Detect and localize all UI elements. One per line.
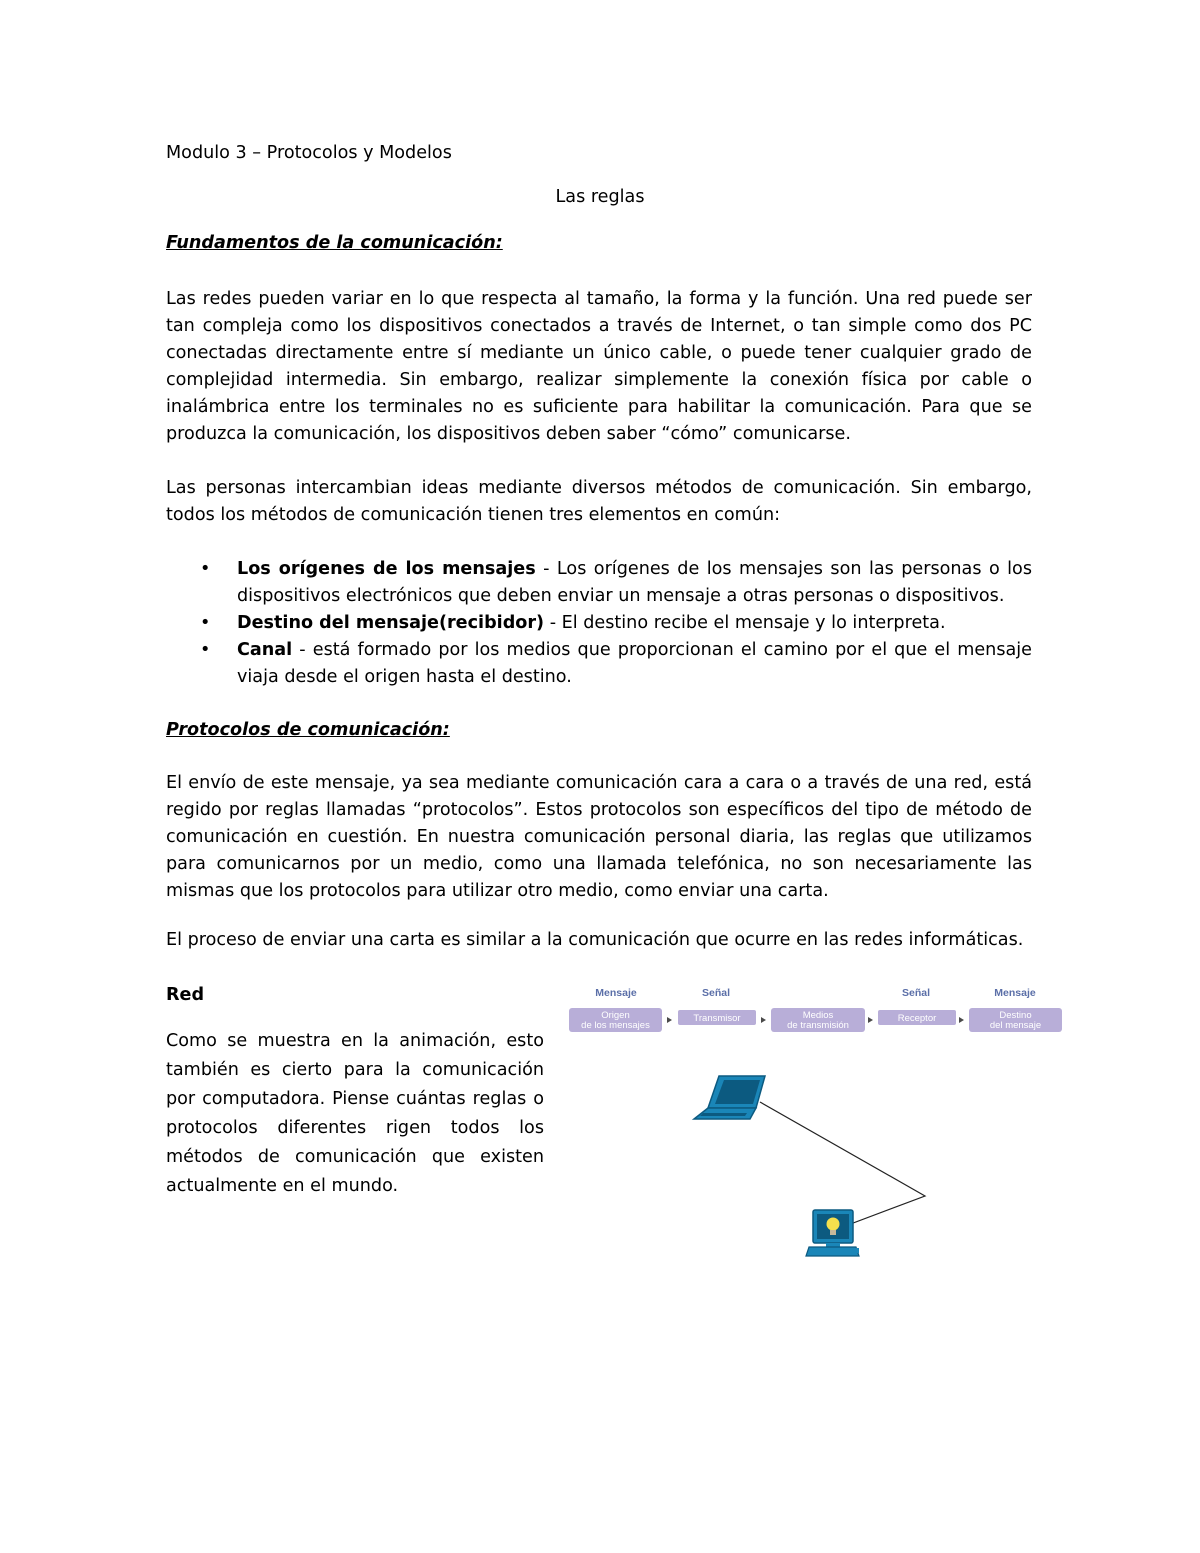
paragraph-protocolos-2: El proceso de enviar una carta es similar a la comunicación que ocurre en las redes informáticas. (166, 930, 1024, 950)
list-item-term: Canal (237, 640, 293, 660)
diagram-box-text: Receptor (897, 1013, 937, 1024)
desktop-computer-icon (806, 1210, 859, 1256)
diagram-box-text: Destino (999, 1010, 1032, 1021)
arrow-icon (761, 1017, 766, 1023)
section-title-protocolos: Protocolos de comunicación: (166, 720, 450, 740)
list-item-text: - El destino recibe el mensaje y lo interpreta. (544, 613, 946, 633)
list-item (166, 610, 1032, 637)
diagram-box-text: Origen (601, 1010, 630, 1021)
section-title-fundamentos: Fundamentos de la comunicación: (166, 233, 503, 253)
section-title-red: Red (166, 985, 205, 1005)
list-item-term: Los orígenes de los mensajes (237, 559, 536, 579)
document-subtitle: Las reglas (555, 187, 645, 207)
diagram-top-label: Señal (701, 987, 731, 999)
diagram-box-text: Medios (802, 1010, 834, 1021)
diagram-top-label: Mensaje (994, 987, 1036, 999)
bullet-icon: • (200, 559, 211, 579)
list-item-text: - está formado por los medios que proporcionan el camino por el que el mensaje viaja desde el origen hasta el destino. (237, 640, 1032, 687)
bullet-icon: • (200, 613, 211, 633)
diagram-top-label: Señal (901, 987, 931, 999)
communication-elements-list (166, 556, 1032, 691)
arrow-icon (667, 1017, 672, 1023)
diagram-box-text: Transmisor (693, 1013, 741, 1024)
list-item (166, 556, 1032, 610)
diagram-box-text: del mensaje (989, 1020, 1042, 1031)
laptop-icon (694, 1076, 765, 1119)
paragraph-fundamentos-2: Las personas intercambian ideas mediante diversos métodos de comunicación. Sin embargo, todos los métodos de comunicación tienen tres elementos en común: (166, 478, 1032, 525)
list-item-term: Destino del mensaje(recibidor) (237, 613, 545, 633)
list-item (166, 637, 1032, 691)
communication-diagram-svg (566, 978, 1066, 1268)
communication-diagram (566, 978, 1066, 1268)
diagram-top-label: Mensaje (595, 987, 637, 999)
diagram-box-text: de transmisión (787, 1020, 849, 1031)
diagram-box-text: de los mensajes (581, 1020, 650, 1031)
arrow-icon (959, 1017, 964, 1023)
paragraph-fundamentos-1: Las redes pueden variar en lo que respecta al tamaño, la forma y la función. Una red puede ser tan compleja como los dispositivos conectados a través de Internet, o tan simple como dos PC conectadas directamente entre sí mediante un único cable, o puede tener cualquier grado de complejidad intermedia. Sin embargo, realizar simplemente la conexión física por cable o inalámbrica entre los terminales no es suficiente para habilitar la comunicación. Para que se produzca la comunicación, los dispositivos deben saber “cómo” comunicarse. (166, 289, 1032, 444)
arrow-icon (868, 1017, 873, 1023)
paragraph-protocolos-1: El envío de este mensaje, ya sea mediante comunicación cara a cara o a través de una red, está regido por reglas llamadas “protocolos”. Estos protocolos son específicos del tipo de método de comunicación en cuestión. En nuestra comunicación personal diaria, las reglas que utilizamos para comunicarnos por un medio, como una llamada telefónica, no son necesariamente las mismas que los protocolos para utilizar otro medio, como enviar una carta. (166, 773, 1032, 901)
paragraph-red: Como se muestra en la animación, esto también es cierto para la comunicación por computadora. Piense cuántas reglas o protocolos diferentes rigen todos los métodos de comunicación que existen actualmente en el mundo. (166, 1031, 544, 1196)
document-header: Modulo 3 – Protocolos y Modelos (166, 143, 452, 163)
bullet-icon: • (200, 640, 211, 660)
list-item-text: - Los orígenes de los mensajes son las personas o los dispositivos electrónicos que deben enviar un mensaje a otras personas o dispositivos. (237, 559, 1032, 606)
